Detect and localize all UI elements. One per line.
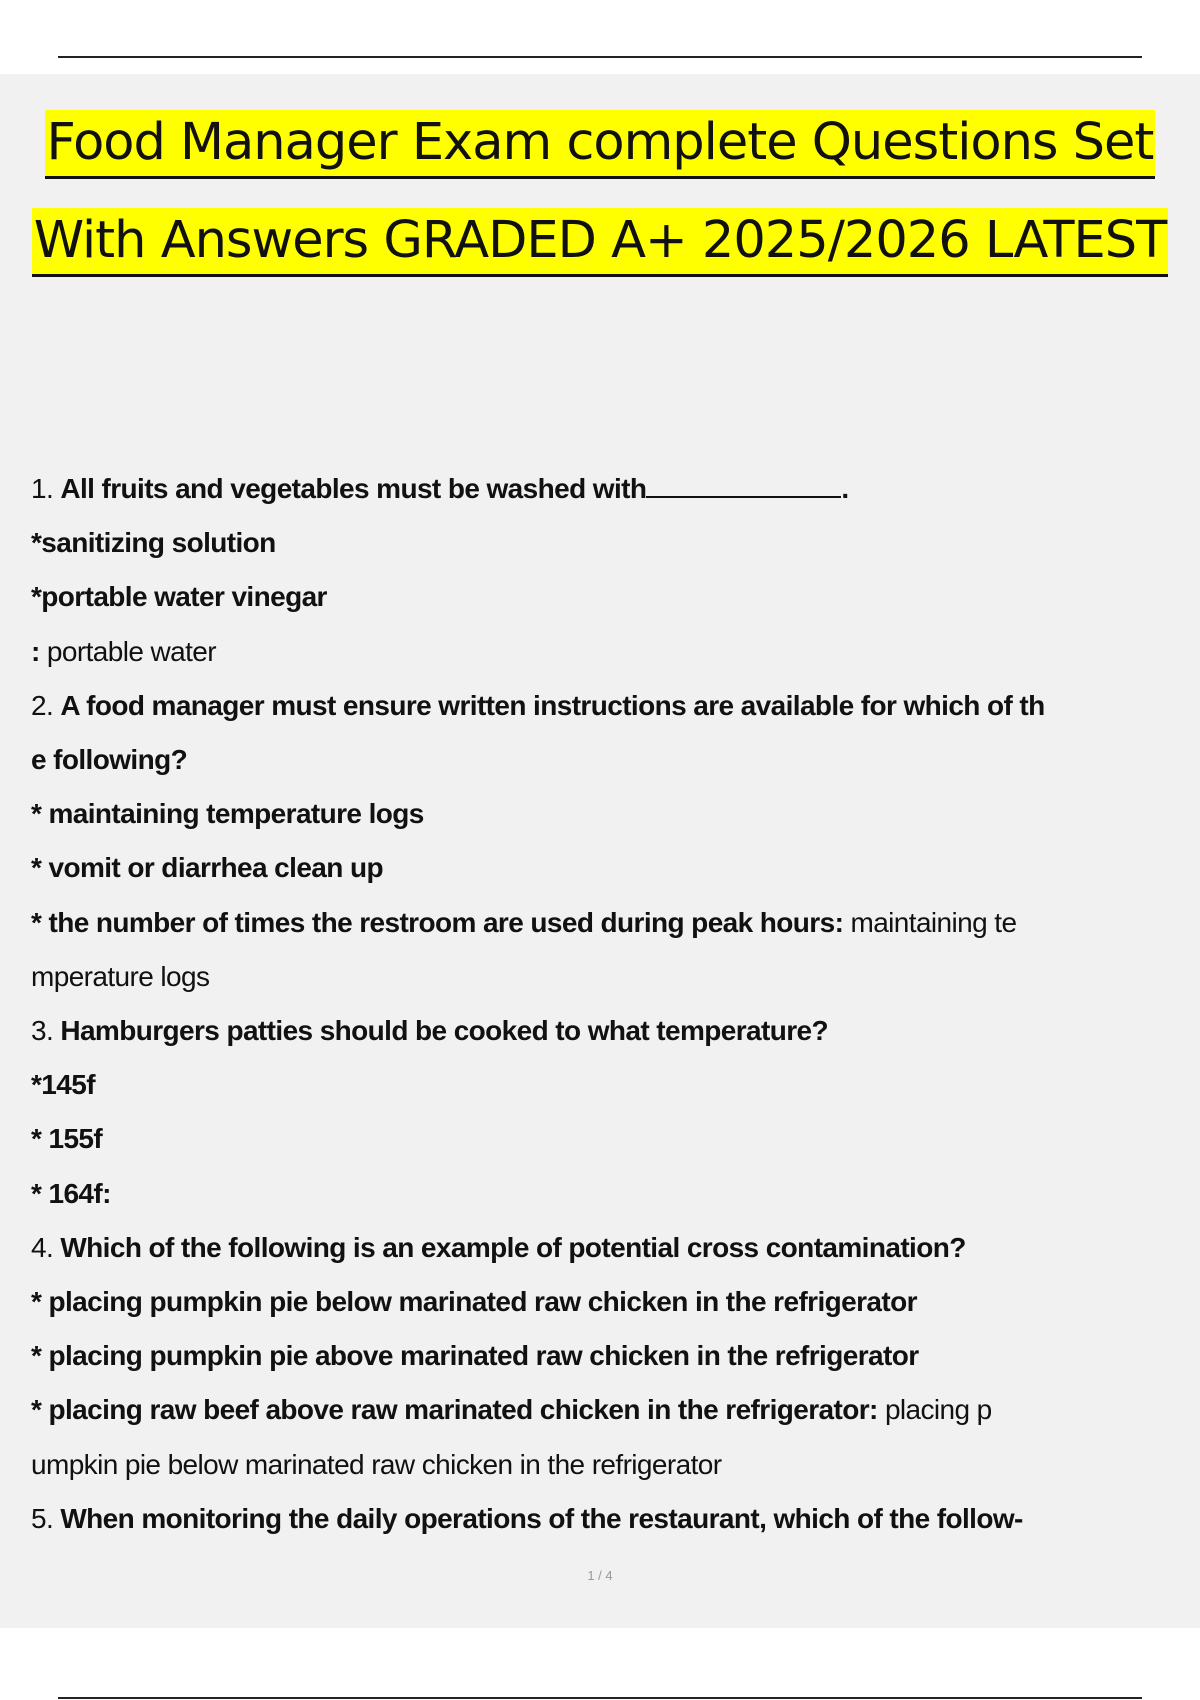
option: *145f [31,1069,95,1101]
option: * placing pumpkin pie below marinated raw chicken in the refrigerator [31,1286,917,1318]
option: * the number of times the restroom are used during peak hours: maintaining te [31,906,1017,938]
answer: placing p [884,1394,992,1426]
question-5 [31,1492,1171,1546]
top-rule [58,56,1142,58]
question-text: All fruits and vegetables must be washed with [60,473,647,504]
question-text-end: . [841,473,849,504]
option: * 155f [31,1123,103,1155]
page-title [0,110,1200,277]
question-number: 1. [31,473,54,504]
question-3 [31,1004,1171,1058]
answer-continued: mperature logs [31,960,210,992]
question-text: When monitoring the daily operations of the restaurant, which of the follow- [60,1502,1023,1534]
question-text-continued: e following? [31,744,188,776]
option: *sanitizing solution [31,527,276,559]
option: * 164f: [31,1177,111,1209]
option: *portable water vinegar [31,581,327,613]
option: * placing raw beef above raw marinated chicken in the refrigerator: placing p [31,1394,992,1426]
question-4 [31,1221,1171,1275]
question-number: 2. [31,689,54,721]
option: * maintaining temperature logs [31,798,424,830]
questions-list [31,462,1171,1546]
question-text: Which of the following is an example of potential cross contamination? [60,1231,966,1263]
question-number: 3. [31,1015,54,1047]
option: * vomit or diarrhea clean up [31,852,383,884]
page-number: 1 / 4 [587,1568,613,1583]
title-line-1: Food Manager Exam complete Questions Set [45,110,1156,179]
question-1 [31,462,1171,516]
bottom-rule [58,1697,1142,1699]
question-number: 5. [31,1502,54,1534]
option: * placing pumpkin pie above marinated raw chicken in the refrigerator [31,1340,919,1372]
answer-continued: umpkin pie below marinated raw chicken in the refrigerator [31,1448,722,1480]
answer: : portable water [31,635,216,667]
question-text: Hamburgers patties should be cooked to what temperature? [60,1015,828,1047]
question-number: 4. [31,1231,54,1263]
answer-blank [646,472,841,498]
question-2 [31,679,1171,733]
question-text: A food manager must ensure written instructions are available for which of th [60,689,1045,721]
answer: maintaining te [850,906,1017,938]
title-line-2: With Answers GRADED A+ 2025/2026 LATEST [32,208,1169,277]
